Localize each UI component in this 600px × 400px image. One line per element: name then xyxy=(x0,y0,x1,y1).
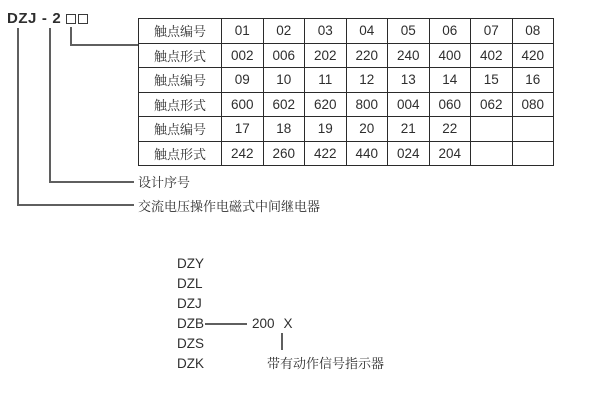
table-cell: 20 xyxy=(346,117,388,142)
model-item-dzl: DZL xyxy=(177,276,203,291)
row-header-cell: 触点形式 xyxy=(139,141,222,166)
table-cell: 422 xyxy=(305,141,347,166)
model-code-placeholders xyxy=(66,14,88,24)
table-cell: 220 xyxy=(346,43,388,68)
table-cell xyxy=(512,141,554,166)
model-code-separator: - xyxy=(41,10,48,27)
dzb-suffix: X xyxy=(283,316,293,331)
table-cell: 400 xyxy=(429,43,471,68)
table-cell: 06 xyxy=(429,19,471,44)
table-row xyxy=(139,141,554,166)
table-cell: 13 xyxy=(388,68,430,93)
table-row xyxy=(139,117,554,142)
table-cell: 02 xyxy=(263,19,305,44)
indicator-label: 带有动作信号指示器 xyxy=(267,356,385,371)
table-cell: 16 xyxy=(512,68,554,93)
placeholder-box-icon xyxy=(78,14,88,24)
callout-line-relay-type-horizontal xyxy=(17,204,134,206)
table-cell: 800 xyxy=(346,92,388,117)
table-cell: 002 xyxy=(222,43,264,68)
callout-line-contacts-horizontal xyxy=(70,44,139,46)
dzb-value: 200 xyxy=(252,316,275,331)
table-cell: 006 xyxy=(263,43,305,68)
table-cell: 440 xyxy=(346,141,388,166)
callout-line-design-serial-vertical xyxy=(49,28,51,182)
model-code-series: 2 xyxy=(52,10,62,27)
table-cell: 15 xyxy=(471,68,513,93)
table-cell: 10 xyxy=(263,68,305,93)
table-cell xyxy=(471,141,513,166)
table-cell: 04 xyxy=(346,19,388,44)
table-cell: 07 xyxy=(471,19,513,44)
table-cell: 204 xyxy=(429,141,471,166)
table-cell: 060 xyxy=(429,92,471,117)
table-cell: 08 xyxy=(512,19,554,44)
relay-description-label: 交流电压操作电磁式中间继电器 xyxy=(138,199,321,214)
table-row xyxy=(139,92,554,117)
table-cell: 17 xyxy=(222,117,264,142)
table-cell: 402 xyxy=(471,43,513,68)
contact-codes-table xyxy=(138,18,554,166)
model-item-dzk: DZK xyxy=(177,356,204,371)
callout-line-contacts-vertical xyxy=(70,27,72,45)
table-cell: 260 xyxy=(263,141,305,166)
model-series-list xyxy=(177,254,204,374)
table-cell: 22 xyxy=(429,117,471,142)
row-header-cell: 触点编号 xyxy=(139,19,222,44)
table-cell: 602 xyxy=(263,92,305,117)
table-cell: 024 xyxy=(388,141,430,166)
dzb-connector-line xyxy=(205,323,247,325)
table-cell: 12 xyxy=(346,68,388,93)
model-item-dzy: DZY xyxy=(177,256,204,271)
model-item-dzb: DZB xyxy=(177,316,204,331)
model-item-dzs: DZS xyxy=(177,336,204,351)
table-cell: 01 xyxy=(222,19,264,44)
table-cell: 620 xyxy=(305,92,347,117)
table-cell: 11 xyxy=(305,68,347,93)
callout-line-relay-type-vertical xyxy=(17,28,19,205)
table-cell: 240 xyxy=(388,43,430,68)
table-cell: 062 xyxy=(471,92,513,117)
row-header-cell: 触点编号 xyxy=(139,117,222,142)
table-cell: 202 xyxy=(305,43,347,68)
table-cell: 18 xyxy=(263,117,305,142)
table-cell: 242 xyxy=(222,141,264,166)
row-header-cell: 触点形式 xyxy=(139,92,222,117)
table-cell: 600 xyxy=(222,92,264,117)
placeholder-box-icon xyxy=(66,14,76,24)
table-row xyxy=(139,43,554,68)
table-cell: 080 xyxy=(512,92,554,117)
indicator-connector-line xyxy=(281,333,283,350)
table-cell: 21 xyxy=(388,117,430,142)
table-cell: 14 xyxy=(429,68,471,93)
row-header-cell: 触点编号 xyxy=(139,68,222,93)
callout-line-design-serial-horizontal xyxy=(49,181,134,183)
model-item-dzj: DZJ xyxy=(177,296,202,311)
dzb-value-group xyxy=(252,314,293,334)
design-serial-label: 设计序号 xyxy=(138,175,191,190)
table-cell: 03 xyxy=(305,19,347,44)
table-cell xyxy=(471,117,513,142)
table-cell: 19 xyxy=(305,117,347,142)
table-cell xyxy=(512,117,554,142)
table-row xyxy=(139,68,554,93)
model-code-prefix: DZJ xyxy=(7,10,37,27)
table-cell: 420 xyxy=(512,43,554,68)
model-code xyxy=(7,10,88,27)
row-header-cell: 触点形式 xyxy=(139,43,222,68)
table-cell: 09 xyxy=(222,68,264,93)
table-row xyxy=(139,19,554,44)
contact-table-body xyxy=(139,19,554,166)
table-cell: 05 xyxy=(388,19,430,44)
table-cell: 004 xyxy=(388,92,430,117)
